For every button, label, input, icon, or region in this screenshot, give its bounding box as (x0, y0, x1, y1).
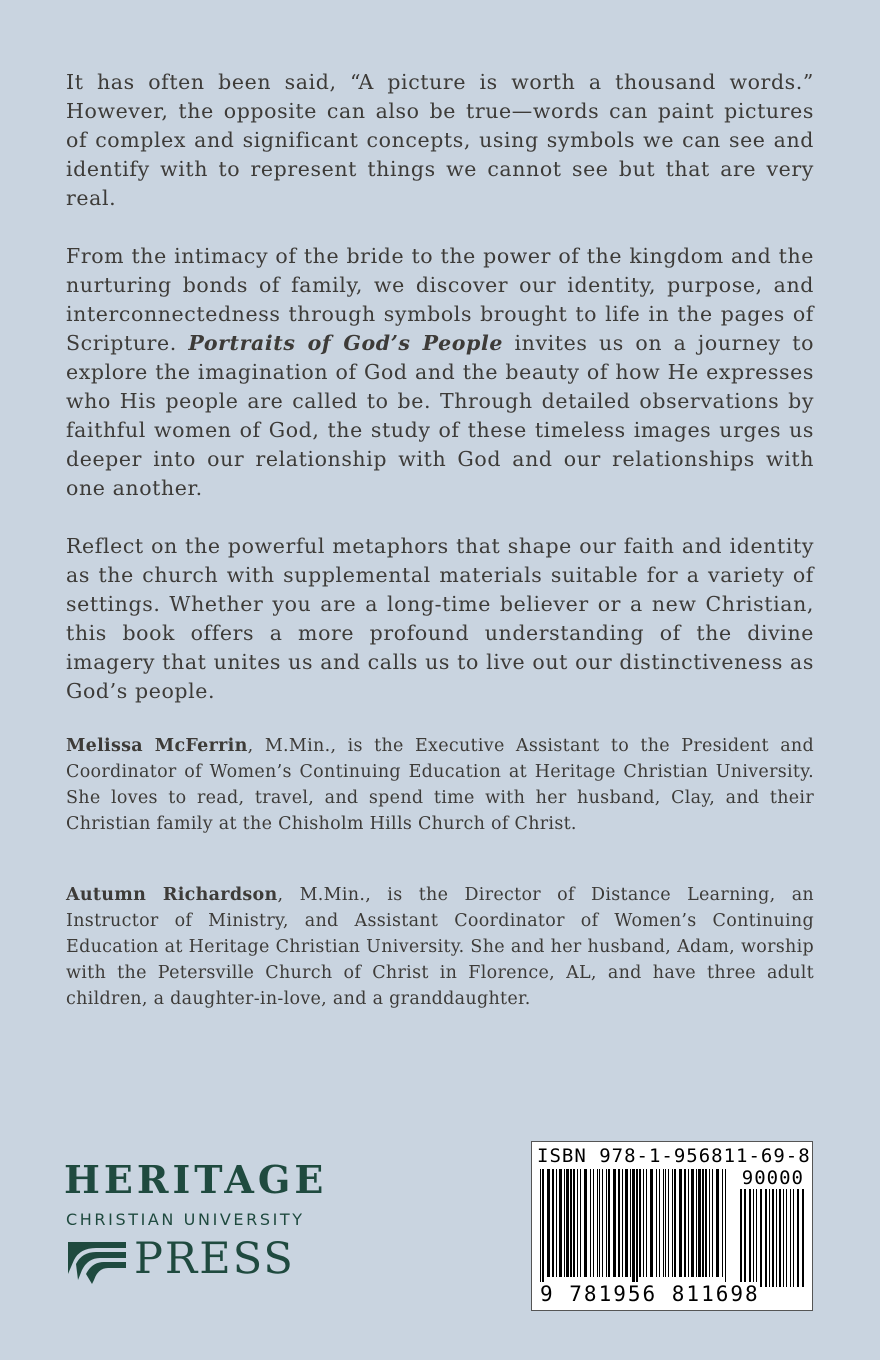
barcode-bar (698, 1169, 701, 1277)
barcode-bar (668, 1169, 669, 1277)
logo-heritage: HERITAGE (64, 1157, 328, 1202)
barcode-bar (632, 1169, 635, 1287)
book-title: Portraits of God’s People (188, 331, 504, 355)
barcode-bar (622, 1169, 623, 1277)
barcode-addon-bar (797, 1189, 799, 1287)
barcode-bar (608, 1169, 610, 1277)
barcode-bar (679, 1169, 682, 1277)
author-bios (66, 733, 814, 1057)
blurb-paragraph-3: Reflect on the powerful metaphors that shape our faith and identity as the church with supplemental materials suitable for a variety of settings. Whether you are a long-time believer or a new Christian, this book offers a more profound understanding of the divine imagery that unites us and calls us to live out our distinctiveness as God’s people. (66, 534, 814, 703)
barcode-addon-bar (756, 1189, 757, 1287)
blurb-paragraph-1: It has often been said, “A picture is worth a thousand words.” However, the opposite can also be true—words can paint pictures of complex and significant concepts, using symbols we can see and identify with to represent things we cannot see but that are very real. (66, 70, 814, 210)
barcode-bar (547, 1169, 550, 1277)
shield-icon (66, 1240, 128, 1286)
blurb (66, 68, 814, 735)
barcode-bar (659, 1169, 660, 1277)
barcode-bar (540, 1169, 541, 1287)
barcode-addon-bar (765, 1189, 767, 1287)
barcode-bar (639, 1169, 641, 1277)
barcode-bar (688, 1169, 689, 1277)
isbn-label: ISBN 978-1-956811-69-8 (537, 1145, 811, 1167)
author-1-text: , M.Min., is the Executive Assistant to the President and Coordinator of Women’s Continuing Education at Heritage Christian University. She loves to read, travel, and spend time with her husband, Clay, and their Christian family at the Chisholm Hills Church of Christ. (66, 736, 814, 834)
barcode-bar (725, 1169, 726, 1287)
barcode-bar (580, 1169, 581, 1277)
barcode-bar (691, 1169, 694, 1277)
barcode-bar (646, 1169, 647, 1277)
barcode-addon-bar (790, 1189, 791, 1287)
author-2-text: , M.Min., is the Director of Distance Learning, an Instructor of Ministry, and Assistant Coordinator of Women’s Continuing Education at Heritage Christian University. She and her husband, Adam, worship with the Petersville Church of Christ in Florence, AL, and have three adult children, a daughter-in-love, and a granddaughter. (66, 885, 814, 1009)
barcode-addon-bar (769, 1189, 770, 1287)
barcode-addon-bar (783, 1189, 784, 1287)
barcode-addon-bar (740, 1189, 742, 1287)
barcode-bar (618, 1169, 620, 1277)
barcode-bar (590, 1169, 591, 1277)
barcode-addon-bar (786, 1189, 787, 1287)
barcode-bar (559, 1169, 562, 1277)
author-bio-2 (66, 882, 814, 1012)
barcode-addon-bar (802, 1189, 804, 1287)
blurb-p2-before: From the intimacy of the bride to the power of the kingdom and the nurturing bonds of family, we discover our identity, purpose, and interconnectedness through symbols brought to life in the pages of Scripture. (66, 244, 814, 355)
barcode-bar (613, 1169, 616, 1277)
barcode-bar (705, 1169, 707, 1277)
barcode-bar (636, 1169, 638, 1287)
isbn-barcode (531, 1141, 813, 1311)
logo-university: CHRISTIAN UNIVERSITY (66, 1210, 305, 1229)
barcode-addon-bar (760, 1189, 762, 1287)
barcode-bar (684, 1169, 686, 1277)
barcode-bar (709, 1169, 710, 1277)
barcode-addon-bar (749, 1189, 751, 1287)
barcode-bar (573, 1169, 575, 1277)
publisher-logo (64, 1157, 364, 1290)
barcode-bar (722, 1169, 723, 1277)
barcode-bar (643, 1169, 644, 1277)
author-bio-1 (66, 733, 814, 837)
barcode-bar (599, 1169, 600, 1277)
barcode-bar (665, 1169, 666, 1277)
barcode-bar (716, 1169, 719, 1277)
barcode-addon-bar (793, 1189, 794, 1287)
barcode-bar (674, 1169, 676, 1277)
barcode-bar (542, 1169, 544, 1287)
barcode-bar (625, 1169, 628, 1277)
barcode-bar (566, 1169, 569, 1277)
ean-digits: 9 781956 811698 (540, 1282, 760, 1306)
barcode-bar (593, 1169, 594, 1277)
barcode-bar (606, 1169, 607, 1277)
barcode-bar (650, 1169, 653, 1277)
barcode-bar (577, 1169, 578, 1277)
barcode-addon-bar (772, 1189, 774, 1287)
logo-press: PRESS (134, 1234, 295, 1284)
barcode-bar (630, 1169, 631, 1277)
barcode-bar (712, 1169, 713, 1277)
barcode-bar (556, 1169, 557, 1277)
barcode-bar (602, 1169, 603, 1277)
author-2-name: Autumn Richardson (66, 885, 278, 905)
barcode-bar (552, 1169, 554, 1277)
barcode-bar (584, 1169, 587, 1277)
barcode-bar (564, 1169, 565, 1277)
barcode-bars (538, 1169, 806, 1287)
barcode-addon-bar (776, 1189, 777, 1287)
barcode-bar (702, 1169, 704, 1277)
blurb-p2-after: invites us on a journey to explore the imagination of God and the beauty of how He expresses who His people are called to be. Through detailed observations by faithful women of God, the study of these timeless images urges us deeper into our relationship with God and our relationships with one another. (66, 331, 815, 500)
blurb-paragraph-2 (66, 242, 814, 503)
barcode-addon-bar (744, 1189, 746, 1287)
barcode-bar (597, 1169, 598, 1277)
price-code: 90000 (741, 1167, 804, 1189)
barcode-addon-bar (753, 1189, 754, 1287)
barcode-bar (656, 1169, 657, 1277)
barcode-bar (663, 1169, 664, 1277)
barcode-bar (672, 1169, 673, 1277)
barcode-bar (696, 1169, 697, 1277)
barcode-bar (570, 1169, 572, 1277)
author-1-name: Melissa McFerrin (66, 736, 248, 756)
barcode-addon-bar (779, 1189, 781, 1287)
